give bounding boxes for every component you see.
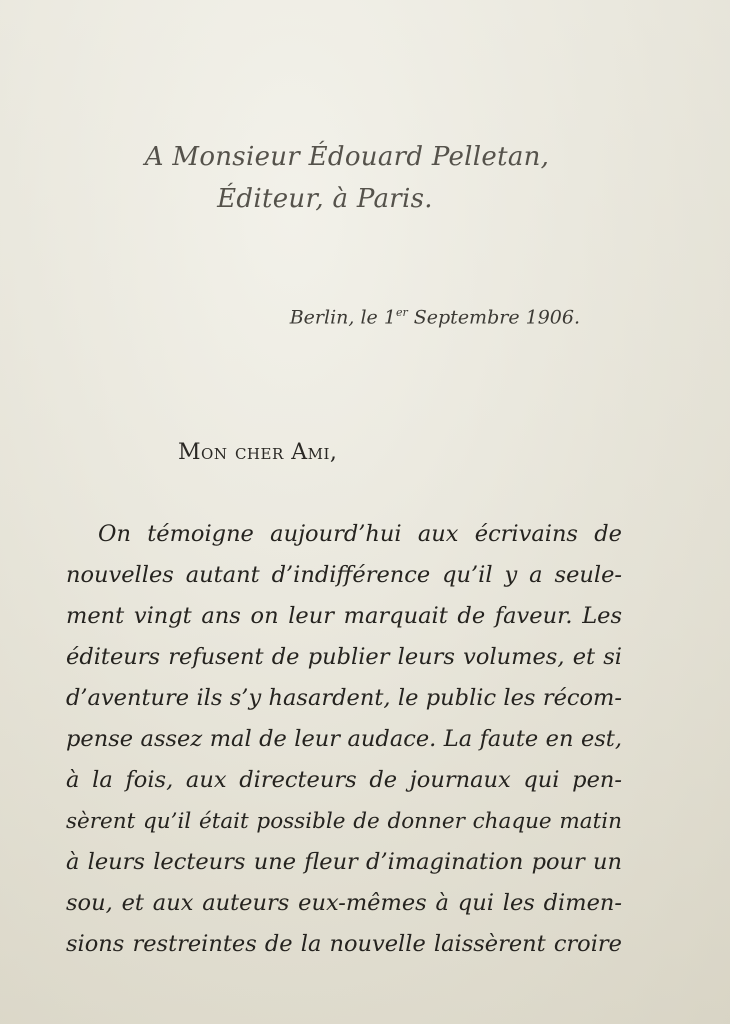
body-line: sou, et aux auteurs eux-mêmes à qui les dimen- <box>66 890 622 916</box>
body-line: nouvelles autant d’indifférence qu’il y a seule- <box>66 562 622 588</box>
body-line: sèrent qu’il était possible de donner chaque matin <box>66 809 622 834</box>
body-line: On témoigne aujourd’hui aux écrivains de <box>98 521 622 547</box>
body-line: pense assez mal de leur audace. La faute en est, <box>66 726 622 752</box>
body-line: à leurs lecteurs une fleur d’imagination pour un <box>66 849 622 875</box>
letter-body <box>66 514 622 965</box>
body-line: sions restreintes de la nouvelle laissèrent croire <box>66 931 622 957</box>
body-line: d’aventure ils s’y hasardent, le public les récom- <box>66 685 622 711</box>
dateline <box>290 306 580 328</box>
salutation: Mon cher Ami, <box>178 440 338 465</box>
body-line: éditeurs refusent de publier leurs volumes, et si <box>66 644 622 670</box>
body-line: ment vingt ans on leur marquait de faveur. Les <box>66 603 622 629</box>
dedication-line-1: A Monsieur Édouard Pelletan, <box>144 142 550 172</box>
body-line: à la fois, aux directeurs de journaux qui pen- <box>66 767 622 793</box>
dateline-date: Septembre 1906. <box>407 306 580 329</box>
dateline-place: Berlin, le 1 <box>289 306 396 329</box>
dateline-ordinal: er <box>395 306 408 319</box>
dedication-line-2: Éditeur, à Paris. <box>217 184 433 214</box>
